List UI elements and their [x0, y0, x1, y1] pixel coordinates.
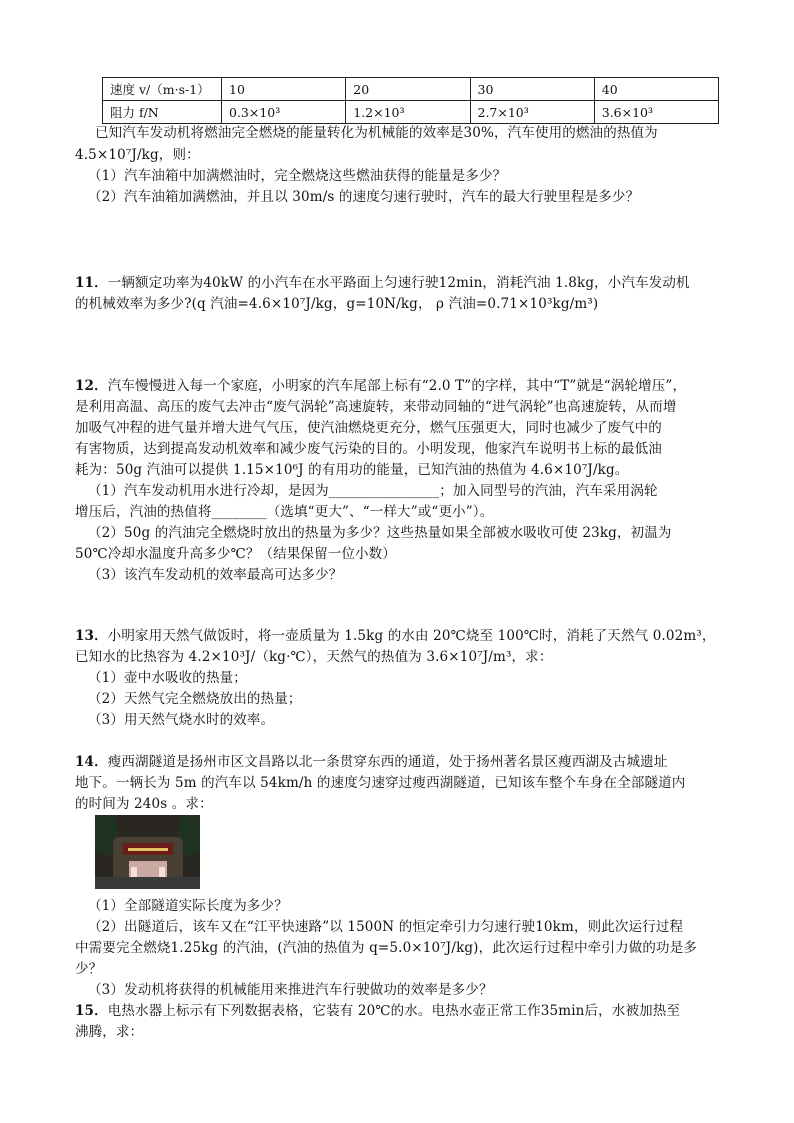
q14-line2: 地下。一辆长为 5m 的汽车以 54km/h 的速度匀速穿过瘦西湖隧道，已知该车整个车身在全部隧道内 — [75, 775, 686, 791]
q15-line1 — [75, 1001, 680, 1023]
table-cell: 1.2×10³ — [346, 101, 470, 124]
q14-sub2c: 少？ — [75, 961, 103, 977]
q14-line1 — [75, 752, 667, 774]
q13-sub1: （1）壶中水吸收的热量； — [88, 670, 247, 686]
question-number: 15． — [75, 1003, 108, 1019]
speed-resistance-table — [102, 77, 719, 124]
q12-sub3: （3）该汽车发动机的效率最高可达多少？ — [88, 567, 343, 583]
q13-sub2: （2）天然气完全燃烧放出的热量； — [88, 691, 302, 707]
q14-line3: 的时间为 240s 。求： — [75, 796, 213, 812]
q12-sub1a: （1）汽车发动机用水进行冷却，是因为________________；加入同型号的汽油，汽车采用涡轮 — [88, 483, 658, 499]
q13-text: 小明家用天然气做饭时，将一壶质量为 1.5kg 的水由 20℃烧至 100℃时，消耗了天然气 0.02m³， — [107, 628, 716, 644]
q11-line1 — [75, 273, 690, 295]
q10-line1: 已知汽车发动机将燃油完全燃烧的能量转化为机械能的效率是30%，汽车使用的燃油的热值为 — [95, 125, 658, 141]
q12-line1 — [75, 376, 686, 398]
q14-sub2a: （2）出隧道后，该车又在“江平快速路”以 1500N 的恒定牵引力匀速行驶10km，则此次运行过程 — [88, 919, 684, 935]
q12-sub1b: 增压后，汽油的热值将________（选填“更大”、“一样大”或“更小”）。 — [75, 504, 494, 520]
q11-line2: 的机械效率为多少?(q 汽油=4.6×10⁷J/kg，g=10N/kg， ρ 汽油=0.71×10³kg/m³) — [75, 296, 599, 312]
question-number: 13． — [75, 628, 108, 644]
q14-sub2b: 中需要完全燃烧1.25kg 的汽油，(汽油的热值为 q=5.0×10⁷J/kg)，此次运行过程中牵引力做的功是多 — [75, 940, 698, 956]
table-cell: 0.3×10³ — [222, 101, 346, 124]
table-cell: 2.7×10³ — [470, 101, 594, 124]
tunnel-sign — [123, 843, 173, 855]
table-row — [103, 101, 719, 124]
q12-sub2b: 50℃冷却水温度升高多少℃？（结果保留一位小数） — [75, 546, 396, 562]
question-number: 12． — [75, 378, 108, 394]
q15-line2: 沸腾，求： — [75, 1024, 144, 1040]
q12-line2: 是利用高温、高压的废气去冲击“废气涡轮”高速旋转，来带动同轴的“进气涡轮”也高速旋转，从而增 — [75, 399, 677, 415]
q10-line2: 4.5×10⁷J/kg，则： — [75, 147, 200, 163]
q14-sub3: （3）发动机将获得的机械能用来推进汽车行驶做功的效率是多少？ — [88, 982, 493, 998]
road-surface — [95, 877, 200, 889]
q11-text: 一辆额定功率为40kW 的小汽车在水平路面上匀速行驶12min，消耗汽油 1.8kg，小汽车发动机 — [107, 275, 690, 291]
q10-sub1: （1）汽车油箱中加满燃油时，完全燃烧这些燃油获得的能量是多少？ — [88, 168, 507, 184]
question-number: 11． — [75, 275, 108, 291]
q15-text: 电热水器上标示有下列数据表格，它装有 20℃的水。电热水壶正常工作35min后，水被加热至 — [107, 1003, 681, 1019]
q12-line3: 加吸气冲程的进气量并增大进气气压，使汽油燃烧更充分，燃气压强更大，同时也减少了废气中的 — [75, 420, 662, 436]
table-cell: 40 — [594, 78, 718, 101]
table-cell: 30 — [470, 78, 594, 101]
table-cell: 3.6×10³ — [594, 101, 718, 124]
table-header-speed: 速度 v/（m·s-1） — [103, 78, 222, 101]
q12-sub2a: （2）50g 的汽油完全燃烧时放出的热量为多少？这些热量如果全部被水吸收可使 23kg，初温为 — [88, 525, 672, 541]
q12-text: 汽车慢慢进入每一个家庭，小明家的汽车尾部上标有“2.0 T”的字样，其中“T”就是“涡轮增压”， — [107, 378, 687, 394]
table-cell: 10 — [222, 78, 346, 101]
q12-line4: 有害物质，达到提高发动机效率和减少废气污染的目的。小明发现，他家汽车说明书上标的最低油 — [75, 441, 662, 457]
q14-sub1: （1）全部隧道实际长度为多少？ — [88, 898, 288, 914]
tunnel-photo — [95, 815, 200, 889]
q14-text: 瘦西湖隧道是扬州市区文昌路以北一条贯穿东西的通道，处于扬州著名景区瘦西湖及古城遗址 — [107, 754, 668, 770]
table-row — [103, 78, 719, 101]
q13-sub3: （3）用天然气烧水时的效率。 — [88, 712, 275, 728]
q13-line2: 已知水的比热容为 4.2×10³J/（kg·℃），天然气的热值为 3.6×10⁷J/m³，求： — [75, 649, 553, 665]
q13-line1 — [75, 626, 716, 648]
q10-sub2: （2）汽车油箱加满燃油，并且以 30m/s 的速度匀速行驶时，汽车的最大行驶里程是多少？ — [88, 189, 640, 205]
q12-line5: 耗为：50g 汽油可以提供 1.15×10⁶J 的有用功的能量，已知汽油的热值为 4.6×10⁷J/kg。 — [75, 462, 629, 478]
question-number: 14． — [75, 754, 108, 770]
table-cell: 20 — [346, 78, 470, 101]
table-header-resistance: 阻力 f/N — [103, 101, 222, 124]
